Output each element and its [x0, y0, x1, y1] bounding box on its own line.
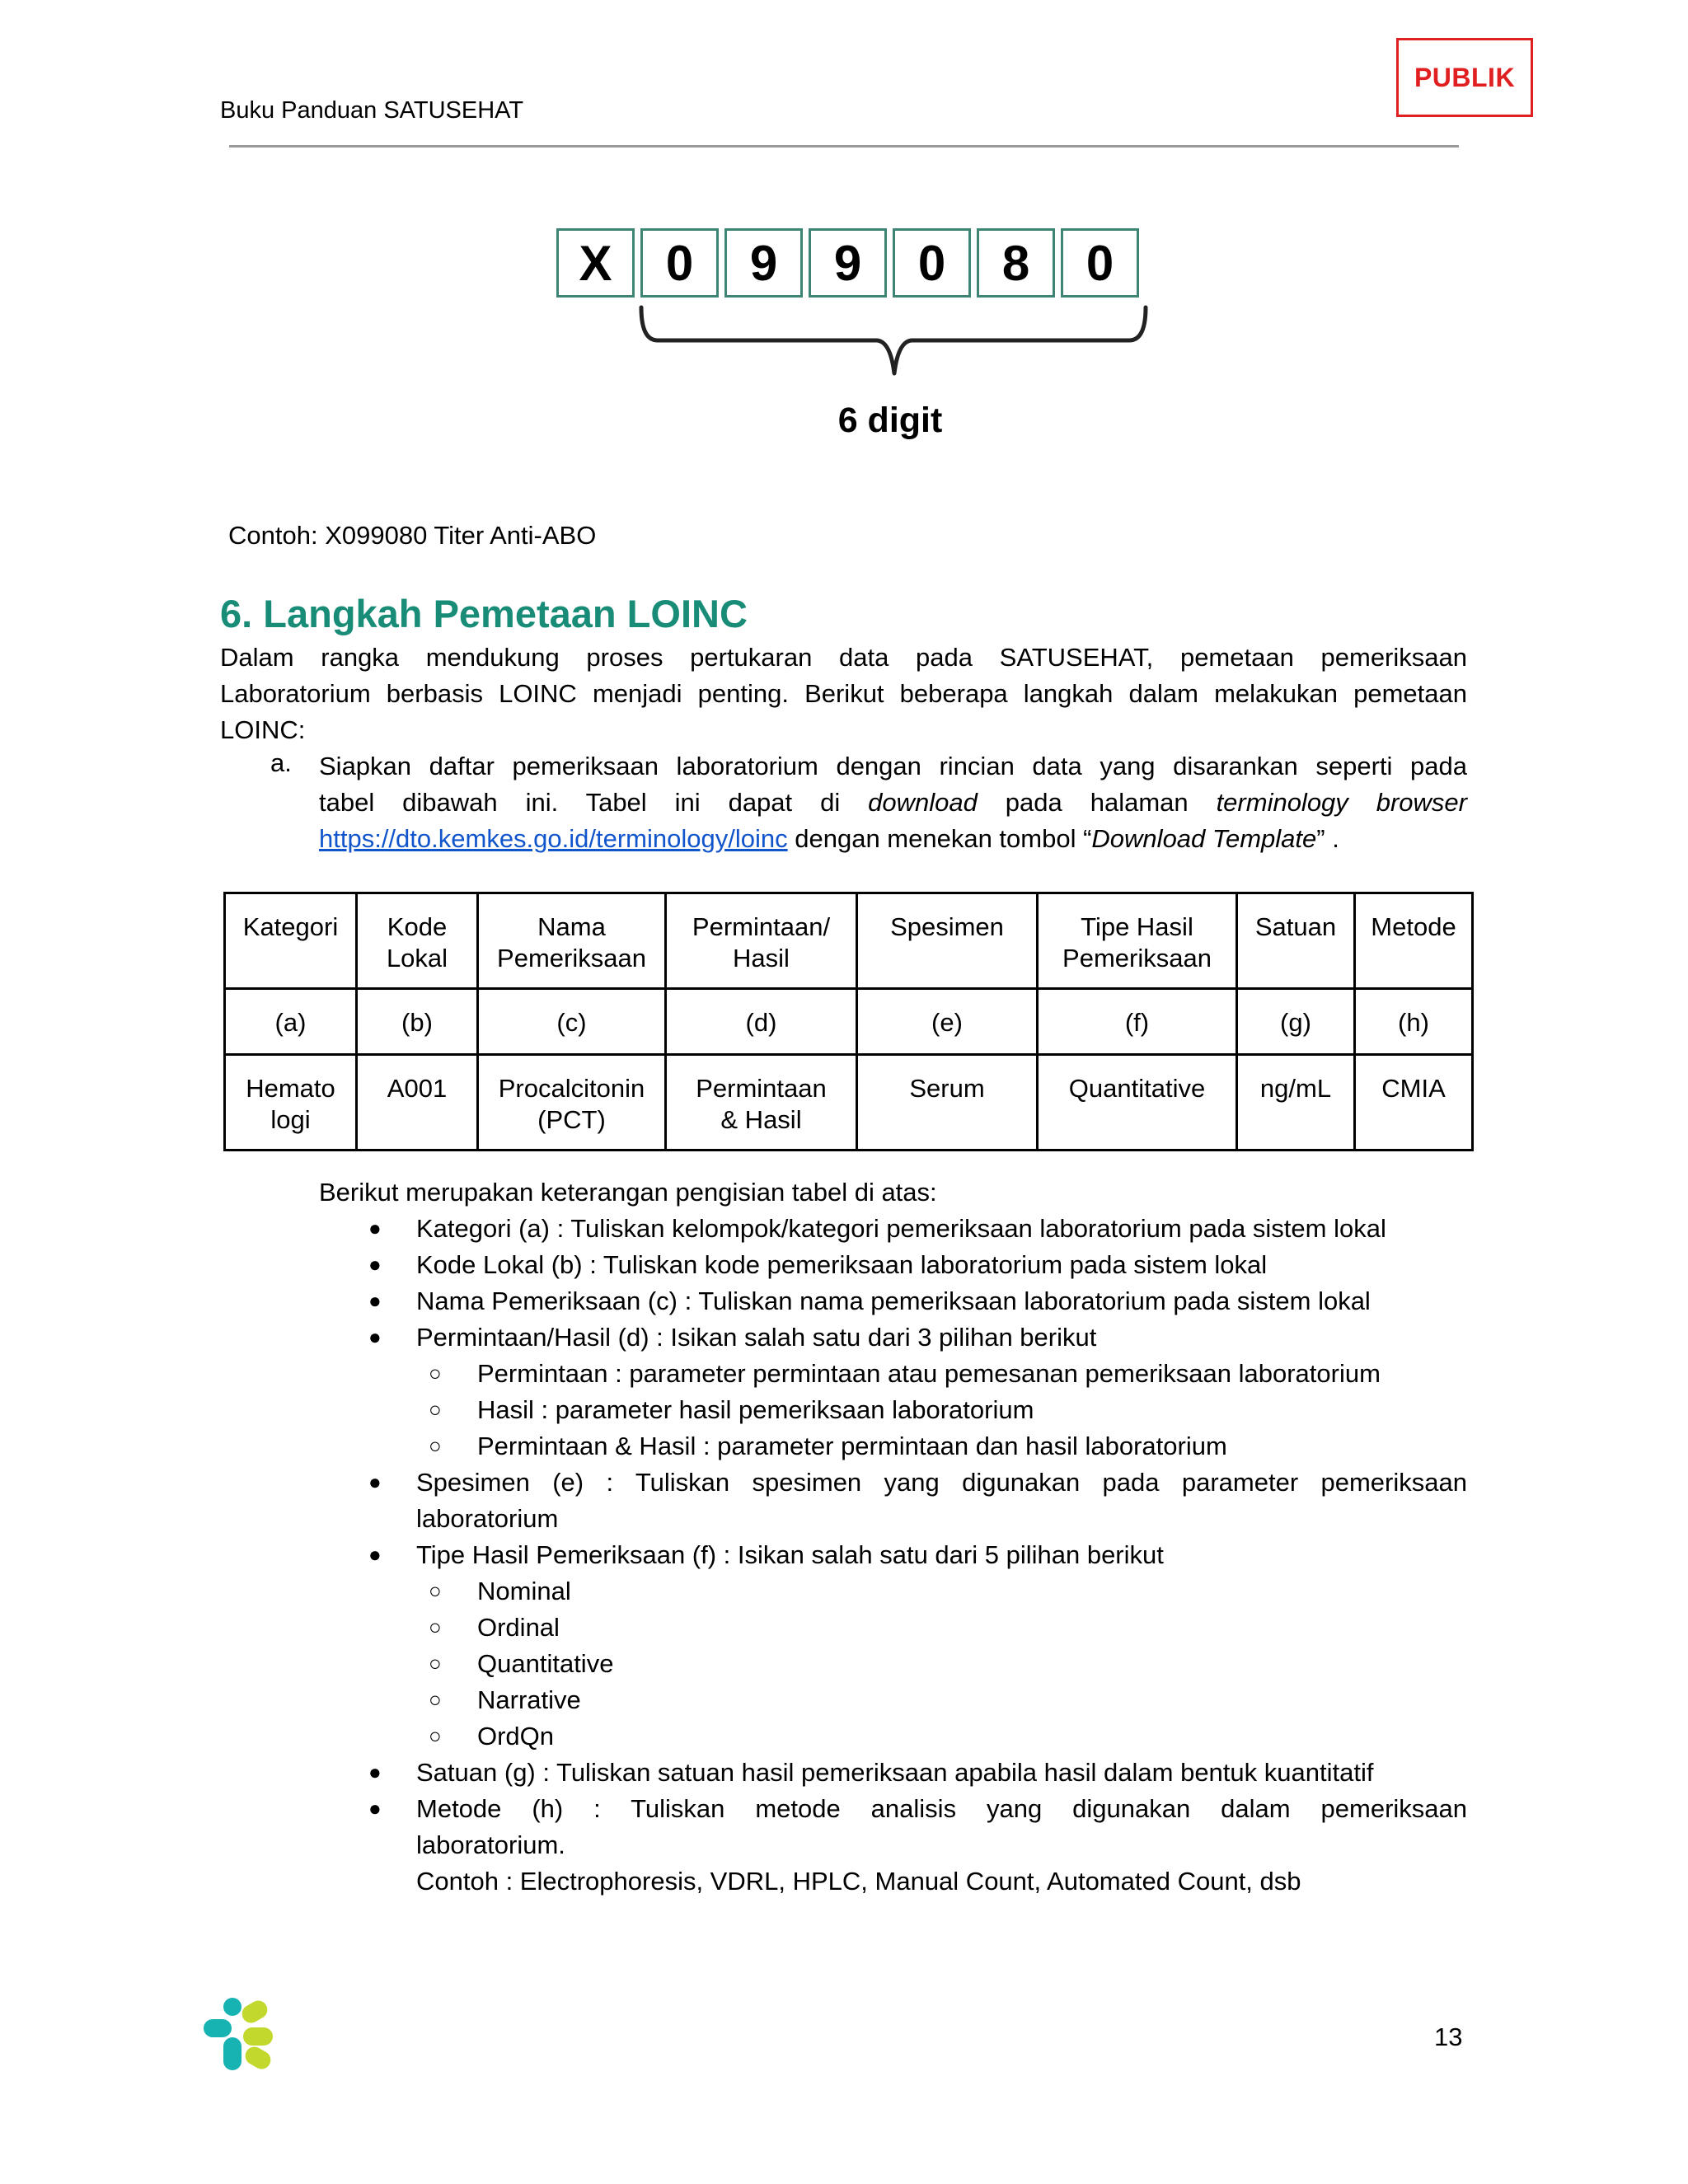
table-header-cell: Kode Lokal [357, 893, 478, 989]
table-cell: Permintaan & Hasil [666, 1055, 857, 1151]
table-cell: Procalcitonin (PCT) [478, 1055, 666, 1151]
table-code-cell: (a) [225, 989, 357, 1055]
bullet-icon: ● [368, 1324, 382, 1349]
circle-bullet-icon: ○ [429, 1615, 442, 1639]
intro-line: Dalam rangka mendukung proses pertukaran data pada SATUSEHAT, pemetaan pemeriksaan [220, 643, 1467, 672]
list-item: Kode Lokal (b) : Tuliskan kode pemeriksaan laboratorium pada sistem lokal [416, 1250, 1268, 1279]
table-code-cell: (g) [1237, 989, 1355, 1055]
list-item: Kategori (a) : Tuliskan kelompok/kategori pemeriksaan laboratorium pada sistem lokal [416, 1214, 1386, 1243]
table-header-cell: Tipe Hasil Pemeriksaan [1038, 893, 1237, 989]
table-cell: Serum [857, 1055, 1038, 1151]
section-heading: 6. Langkah Pemetaan LOINC [220, 592, 748, 635]
list-item: Satuan (g) : Tuliskan satuan hasil pemeriksaan apabila hasil dalam bentuk kuantitatif [416, 1758, 1374, 1787]
header-divider [229, 145, 1459, 148]
circle-bullet-icon: ○ [429, 1361, 442, 1385]
bullet-icon: ● [368, 1760, 382, 1784]
list-item [416, 1465, 1467, 1537]
table-header-cell: Nama Pemeriksaan [478, 893, 666, 989]
table-header-cell: Spesimen [857, 893, 1038, 989]
page-number: 13 [1434, 2022, 1463, 2051]
code-char-box: 8 [977, 228, 1055, 298]
header-title: Buku Panduan SATUSEHAT [220, 97, 524, 124]
circle-bullet-icon: ○ [429, 1578, 442, 1603]
step-a-paragraph [319, 748, 1467, 857]
kemenkes-logo-icon [204, 1994, 278, 2074]
intro-paragraph [220, 640, 1467, 748]
table-code-row [225, 989, 1473, 1055]
table-cell: Quantitative [1038, 1055, 1237, 1151]
list-marker-a: a. [270, 748, 292, 777]
step-a-text: tabel dibawah ini. Tabel ini dapat di [319, 788, 869, 817]
bullet-icon: ● [368, 1288, 382, 1313]
table-code-cell: (b) [357, 989, 478, 1055]
sub-list-item: Narrative [477, 1685, 581, 1714]
code-char-box: 9 [809, 228, 887, 298]
list-item: Permintaan/Hasil (d) : Isikan salah satu dari 3 pilihan berikut [416, 1323, 1097, 1352]
list-item-line: laboratorium. [416, 1830, 565, 1859]
list-item: Tipe Hasil Pemeriksaan (f) : Isikan salah satu dari 5 pilihan berikut [416, 1540, 1164, 1569]
list-item [416, 1791, 1467, 1900]
table-cell: CMIA [1355, 1055, 1473, 1151]
intro-line: Laboratorium berbasis LOINC menjadi penting. Berikut beberapa langkah dalam melakukan pemetaan [220, 679, 1467, 708]
bullet-icon: ● [368, 1796, 382, 1821]
table-code-cell: (d) [666, 989, 857, 1055]
circle-bullet-icon: ○ [429, 1723, 442, 1748]
bullet-icon: ● [368, 1252, 382, 1277]
code-char-box: X [556, 228, 635, 298]
notes-intro: Berikut merupakan keterangan pengisian tabel di atas: [319, 1178, 937, 1207]
list-item-line: Metode (h) : Tuliskan metode analisis yang digunakan dalam pemeriksaan [416, 1794, 1467, 1823]
bullet-icon: ● [368, 1542, 382, 1567]
table-header-cell: Permintaan/ Hasil [666, 893, 857, 989]
table-header-cell: Metode [1355, 893, 1473, 989]
table-row [225, 1055, 1473, 1151]
table-code-cell: (c) [478, 989, 666, 1055]
sub-list-item: Permintaan : parameter permintaan atau pemesanan pemeriksaan laboratorium [477, 1359, 1381, 1388]
sub-list-item: Ordinal [477, 1613, 560, 1642]
circle-bullet-icon: ○ [429, 1651, 442, 1675]
circle-bullet-icon: ○ [429, 1397, 442, 1422]
code-diagram [556, 228, 1139, 298]
circle-bullet-icon: ○ [429, 1687, 442, 1712]
table-cell: ng/mL [1237, 1055, 1355, 1151]
loinc-terminology-link[interactable]: https://dto.kemkes.go.id/terminology/loinc [319, 824, 788, 853]
table-code-cell: (h) [1355, 989, 1473, 1055]
code-char-box: 0 [1061, 228, 1139, 298]
bullet-icon: ● [368, 1216, 382, 1240]
step-a-line: Siapkan daftar pemeriksaan laboratorium dengan rincian data yang disarankan seperti pada [319, 752, 1467, 780]
code-char-box: 0 [640, 228, 719, 298]
circle-bullet-icon: ○ [429, 1433, 442, 1458]
code-char-box: 9 [724, 228, 803, 298]
list-item-line: Contoh : Electrophoresis, VDRL, HPLC, Manual Count, Automated Count, dsb [416, 1867, 1301, 1896]
table-code-cell: (e) [857, 989, 1038, 1055]
sub-list-item: OrdQn [477, 1722, 555, 1750]
step-a-line [319, 785, 1467, 821]
table-header-row [225, 893, 1473, 989]
table-cell: Hemato logi [225, 1055, 357, 1151]
sub-list-item: Quantitative [477, 1649, 614, 1678]
sub-list-item: Permintaan & Hasil : parameter permintaan dan hasil laboratorium [477, 1432, 1227, 1460]
publik-badge: PUBLIK [1396, 38, 1533, 117]
table-header-cell: Satuan [1237, 893, 1355, 989]
table-header-cell: Kategori [225, 893, 357, 989]
step-a-line [319, 821, 1467, 857]
step-a-text: dengan menekan tombol “ [787, 824, 1092, 853]
sub-list-item: Nominal [477, 1577, 571, 1605]
table-cell: A001 [357, 1055, 478, 1151]
lab-mapping-table [223, 892, 1474, 1151]
example-text: Contoh: X099080 Titer Anti-ABO [228, 521, 597, 550]
step-a-emphasis: terminology browser [1216, 788, 1467, 817]
sub-list-item: Hasil : parameter hasil pemeriksaan laboratorium [477, 1395, 1034, 1424]
step-a-text: ” . [1316, 824, 1339, 853]
digit-count-label: 6 digit [837, 401, 943, 440]
step-a-emphasis: Download Template [1091, 824, 1317, 853]
bullet-icon: ● [368, 1469, 382, 1494]
intro-line: LOINC: [220, 715, 306, 744]
curly-brace-icon [635, 301, 1154, 383]
step-a-emphasis: download [868, 788, 978, 817]
table-code-cell: (f) [1038, 989, 1237, 1055]
step-a-text: pada halaman [977, 788, 1217, 817]
list-item-line: Spesimen (e) : Tuliskan spesimen yang digunakan pada parameter pemeriksaan [416, 1468, 1467, 1497]
list-item-line: laboratorium [416, 1504, 559, 1533]
list-item: Nama Pemeriksaan (c) : Tuliskan nama pemeriksaan laboratorium pada sistem lokal [416, 1286, 1371, 1315]
code-char-box: 0 [893, 228, 971, 298]
